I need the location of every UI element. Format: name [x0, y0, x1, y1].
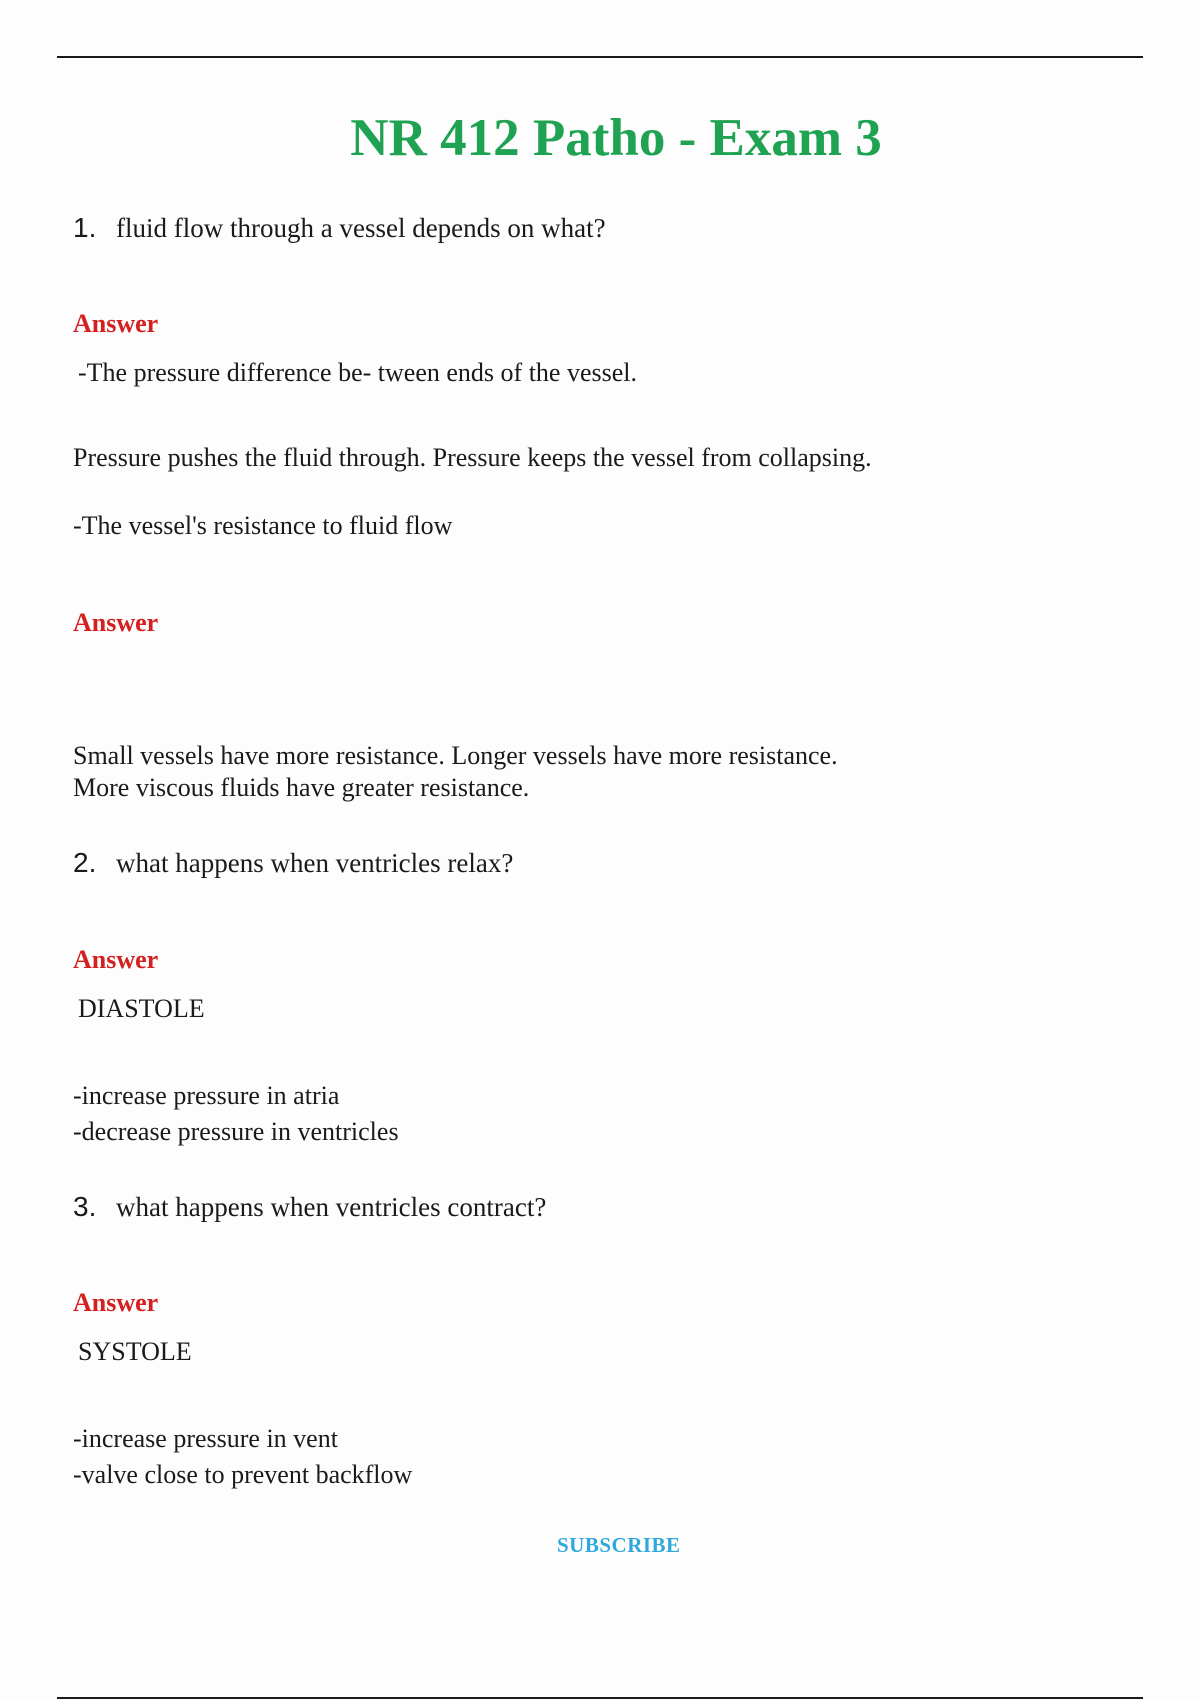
answer-line: -increase pressure in atria [73, 1081, 340, 1110]
question-number: 3. [73, 1191, 97, 1222]
question-text: what happens when ventricles contract? [116, 1192, 547, 1222]
question-number: 1. [73, 212, 97, 243]
question-2 [73, 847, 513, 879]
answer-line: -valve close to prevent backflow [73, 1460, 413, 1489]
answer-label: Answer [73, 309, 159, 338]
answer-line: SYSTOLE [78, 1337, 192, 1366]
answer-label: Answer [73, 945, 159, 974]
question-text: what happens when ventricles relax? [116, 848, 514, 878]
document-title: NR 412 Patho - Exam 3 [350, 109, 882, 167]
answer-line: Pressure pushes the fluid through. Pressure keeps the vessel from collapsing. [73, 443, 872, 472]
answer-label: Answer [73, 608, 159, 637]
top-rule [57, 56, 1143, 58]
answer-line: Small vessels have more resistance. Longer vessels have more resistance. [73, 741, 838, 770]
subscribe-link[interactable]: SUBSCRIBE [557, 1533, 681, 1557]
answer-line: -decrease pressure in ventricles [73, 1117, 399, 1146]
answer-line: DIASTOLE [78, 994, 205, 1023]
answer-label: Answer [73, 1288, 159, 1317]
question-1 [73, 212, 606, 244]
answer-line: More viscous fluids have greater resistance. [73, 773, 530, 802]
question-number: 2. [73, 847, 97, 878]
answer-line: -The pressure difference be- tween ends of the vessel. [78, 358, 637, 387]
question-text: fluid flow through a vessel depends on what? [116, 213, 606, 243]
question-3 [73, 1191, 546, 1223]
answer-line: -increase pressure in vent [73, 1424, 338, 1453]
answer-line: -The vessel's resistance to fluid flow [73, 511, 453, 540]
bottom-rule [57, 1697, 1143, 1699]
